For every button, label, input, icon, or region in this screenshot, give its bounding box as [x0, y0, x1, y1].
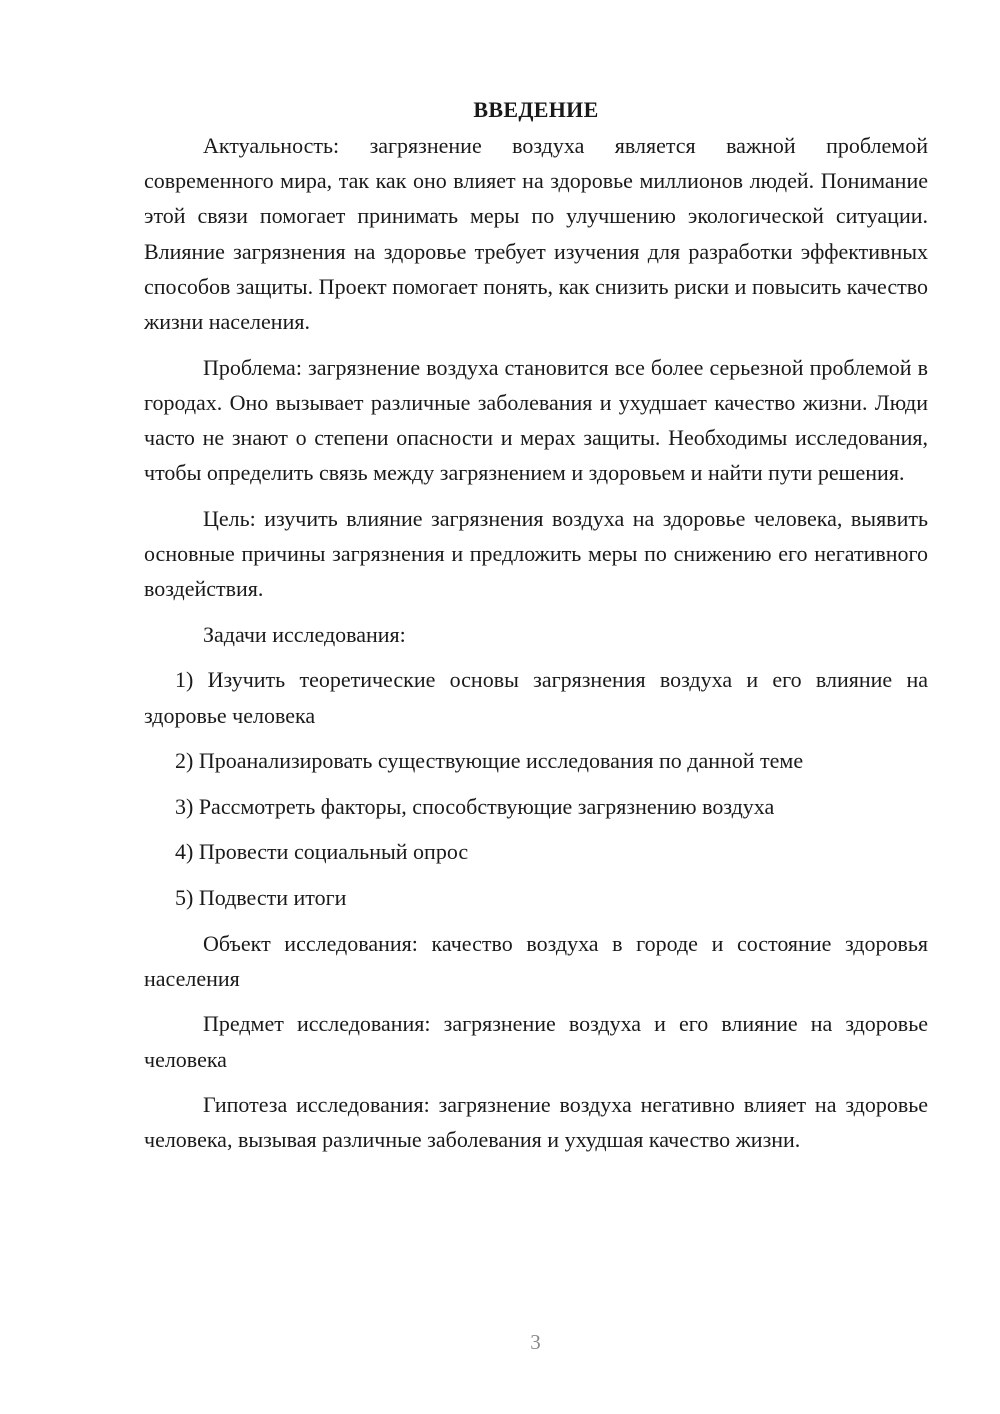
paragraph-hypothesis: Гипотеза исследования: загрязнение воздуха негативно влияет на здоровье человека, вызывая различные заболевания и ухудшая качество жизни. [144, 1092, 928, 1153]
section-heading: ВВЕДЕНИЕ [473, 97, 599, 122]
task-item-4: 4) Провести социальный опрос [175, 839, 469, 865]
paragraph-subject: Предмет исследования: загрязнение воздуха и его влияние на здоровье человека [144, 1011, 928, 1072]
tasks-title: Задачи исследования: [203, 621, 406, 647]
task-item-2: 2) Проанализировать существующие исследования по данной теме [175, 748, 804, 774]
task-item-3: 3) Рассмотреть факторы, способствующие загрязнению воздуха [175, 793, 775, 819]
page-number: 3 [530, 1330, 541, 1354]
paragraph-object: Объект исследования: качество воздуха в городе и состояние здоровья населения [144, 930, 928, 991]
paragraph-goal: Цель: изучить влияние загрязнения воздуха на здоровье человека, выявить основные причины загрязнения и предложить меры по снижению его негативного воздействия. [144, 505, 928, 602]
paragraph-problem: Проблема: загрязнение воздуха становится все более серьезной проблемой в городах. Оно вызывает различные заболевания и ухудшает качество жизни. Люди часто не знают о степени опасности и мерах защиты. Необходимы исследования, чтобы определить связь между загрязнением и здоровьем и найти пути решения. [144, 354, 928, 486]
document-page [144, 92, 928, 1168]
task-item-5: 5) Подвести итоги [175, 884, 347, 910]
paragraph-relevance: Актуальность: загрязнение воздуха является важной проблемой современного мира, так как оно влияет на здоровье миллионов людей. Понимание этой связи помогает принимать меры по улучшению экологической ситуации. Влияние загрязнения на здоровье требует изучения для разработки эффективных способов защиты. Проект помогает понять, как снизить риски и повысить качество жизни населения. [144, 133, 928, 335]
task-item-1: 1) Изучить теоретические основы загрязнения воздуха и его влияние на здоровье человека [144, 667, 928, 728]
